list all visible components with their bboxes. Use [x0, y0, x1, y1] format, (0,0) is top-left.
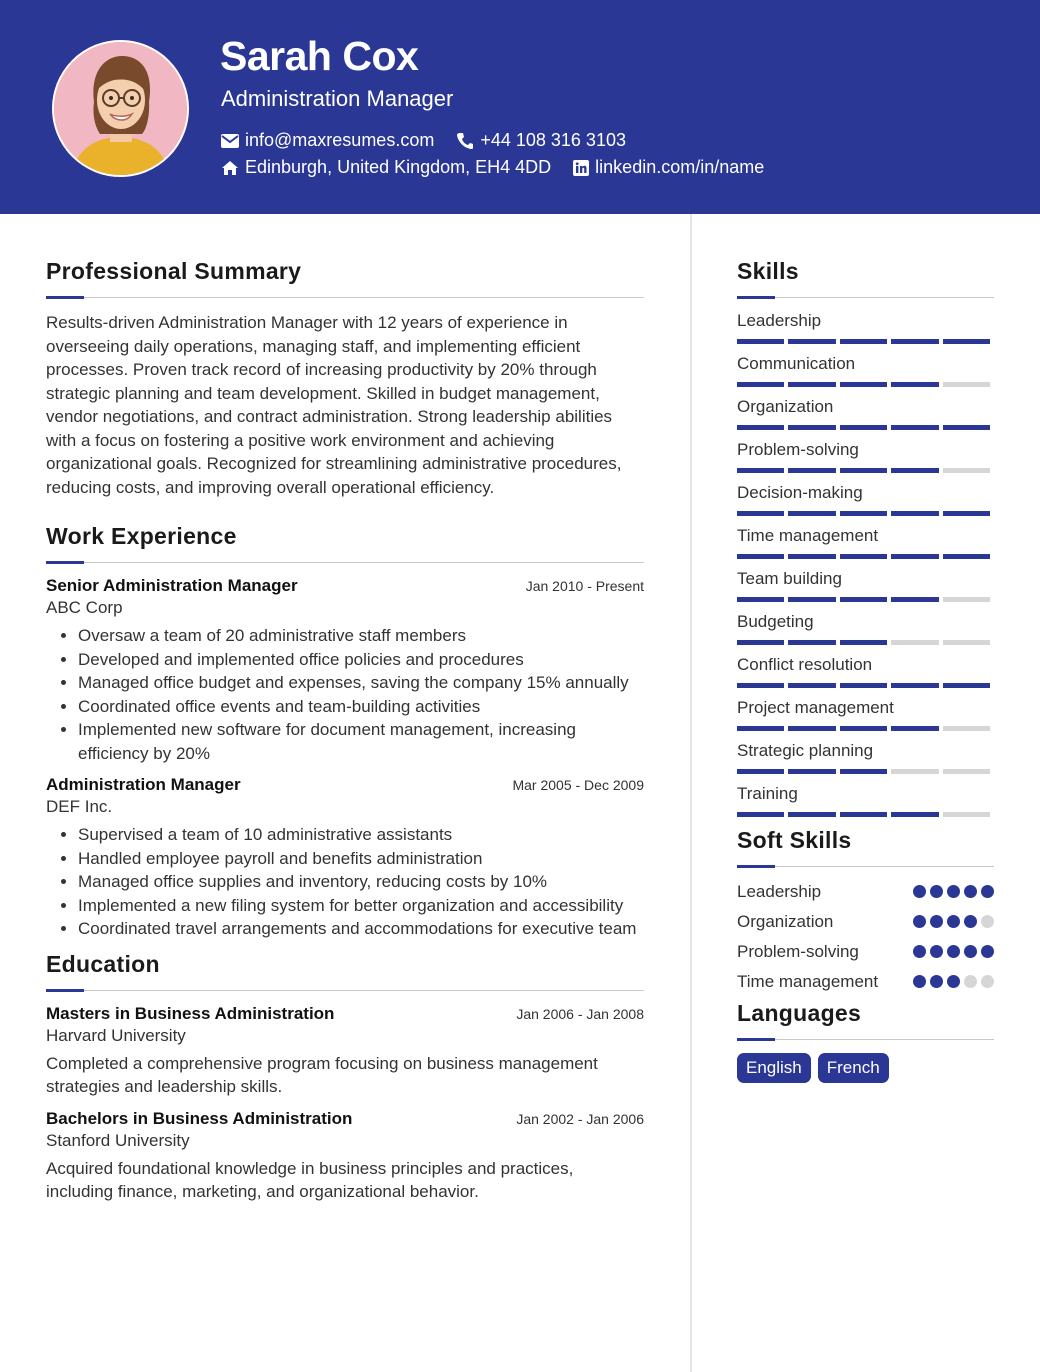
linkedin-text: linkedin.com/in/name	[595, 157, 765, 177]
skill-segment-filled	[737, 726, 784, 731]
soft-skill-item	[737, 940, 994, 964]
section-heading: Skills	[737, 258, 799, 284]
skill-segment-filled	[943, 425, 990, 430]
skill-segment-filled	[891, 683, 938, 688]
contact-row-primary	[221, 130, 648, 151]
skill-level-bar	[737, 812, 994, 817]
soft-skill-rating	[913, 915, 994, 928]
skill-label: Leadership	[737, 311, 822, 330]
professional-summary-section	[46, 258, 644, 499]
skill-segment-filled	[737, 812, 784, 817]
skill-item	[737, 526, 994, 569]
skill-segment-filled	[737, 597, 784, 602]
skill-label: Team building	[737, 569, 842, 588]
skill-segment-filled	[943, 511, 990, 516]
skill-segment-empty	[891, 640, 938, 645]
skill-segment-filled	[788, 640, 835, 645]
rating-dot-filled	[930, 885, 943, 898]
degree-title: Masters in Business Administration	[46, 1003, 335, 1023]
skill-level-bar	[737, 554, 994, 559]
email-text: info@maxresumes.com	[245, 130, 435, 150]
rating-dot-filled	[930, 915, 943, 928]
section-rule	[737, 296, 994, 299]
skill-level-bar	[737, 683, 994, 688]
rating-dot-filled	[964, 885, 977, 898]
skill-segment-filled	[840, 339, 887, 344]
skill-segment-filled	[840, 812, 887, 817]
skill-segment-filled	[840, 597, 887, 602]
soft-skills-section	[737, 827, 994, 994]
skill-segment-filled	[840, 554, 887, 559]
skill-item	[737, 311, 994, 354]
skill-label: Conflict resolution	[737, 655, 873, 674]
soft-skill-label: Time management	[737, 972, 879, 991]
rating-dot-filled	[913, 945, 926, 958]
skill-level-bar	[737, 511, 994, 516]
job-title: Administration Manager	[46, 775, 241, 794]
skill-segment-filled	[891, 425, 938, 430]
skill-item	[737, 698, 994, 741]
education-section	[46, 951, 644, 1204]
envelope-icon	[221, 134, 239, 148]
section-heading: Soft Skills	[737, 827, 852, 853]
section-rule	[737, 865, 994, 868]
soft-skill-item	[737, 880, 994, 904]
skill-item	[737, 741, 994, 784]
skill-segment-filled	[891, 468, 938, 473]
job-bullet: • Developed and implemented office policies and procedures	[78, 648, 644, 672]
skill-segment-filled	[788, 726, 835, 731]
job-bullet: • Oversaw a team of 20 administrative staff members	[78, 624, 644, 648]
column-divider	[690, 214, 692, 1372]
section-rule	[737, 1038, 994, 1041]
job-bullet: • Supervised a team of 10 administrative assistants	[78, 823, 644, 847]
education-description: Completed a comprehensive program focusing on business management strategies and leadership skills.	[46, 1053, 598, 1096]
skill-level-bar	[737, 640, 994, 645]
section-rule	[46, 561, 644, 564]
contact-location	[221, 157, 551, 178]
soft-skill-rating	[913, 945, 994, 958]
skill-segment-filled	[788, 511, 835, 516]
job-dates: Mar 2005 - Dec 2009	[512, 777, 644, 793]
job-title: Senior Administration Manager	[46, 576, 298, 595]
skill-segment-filled	[891, 382, 938, 387]
skill-item	[737, 655, 994, 698]
skill-level-bar	[737, 339, 994, 344]
skill-label: Time management	[737, 526, 879, 545]
home-icon	[221, 160, 239, 176]
skill-segment-filled	[737, 382, 784, 387]
work-experience-section	[46, 523, 644, 941]
skill-level-bar	[737, 382, 994, 387]
skill-segment-filled	[788, 468, 835, 473]
job-bullet: • Managed office supplies and inventory, reducing costs by 10%	[78, 870, 644, 894]
rating-dot-empty	[981, 975, 994, 988]
section-rule	[46, 989, 644, 992]
skill-segment-empty	[943, 382, 990, 387]
skill-segment-filled	[840, 769, 887, 774]
soft-skill-item	[737, 970, 994, 994]
rating-dot-filled	[947, 885, 960, 898]
job-bullets	[46, 624, 644, 765]
skills-section	[737, 258, 994, 827]
job-bullet: • Handled employee payroll and benefits administration	[78, 847, 644, 871]
skill-segment-filled	[737, 640, 784, 645]
skill-segment-filled	[891, 812, 938, 817]
skill-label: Communication	[737, 354, 856, 373]
skill-item	[737, 440, 994, 483]
job-bullet: • Coordinated office events and team-building activities	[78, 695, 644, 719]
job-dates: Jan 2010 - Present	[525, 578, 644, 594]
skill-segment-empty	[891, 769, 938, 774]
skill-label: Budgeting	[737, 612, 814, 631]
skill-segment-filled	[788, 554, 835, 559]
skill-segment-empty	[943, 468, 990, 473]
skill-segment-filled	[788, 425, 835, 430]
skill-segment-filled	[788, 597, 835, 602]
degree-title: Bachelors in Business Administration	[46, 1108, 353, 1128]
section-rule	[46, 296, 644, 299]
skill-segment-filled	[840, 726, 887, 731]
section-heading: Education	[46, 950, 160, 977]
rating-dot-filled	[913, 915, 926, 928]
skill-segment-empty	[943, 812, 990, 817]
phone-icon	[456, 132, 474, 150]
profile-photo-illustration	[54, 42, 187, 175]
skill-segment-filled	[788, 769, 835, 774]
soft-skill-rating	[913, 975, 994, 988]
contact-phone[interactable]	[456, 130, 626, 151]
skill-segment-filled	[737, 683, 784, 688]
skill-item	[737, 397, 994, 440]
skill-segment-filled	[788, 382, 835, 387]
rating-dot-filled	[964, 915, 977, 928]
skill-item	[737, 569, 994, 612]
skill-segment-filled	[891, 597, 938, 602]
language-badge: French	[818, 1053, 889, 1083]
skill-item	[737, 784, 994, 827]
skill-label: Problem-solving	[737, 440, 859, 459]
skill-segment-filled	[737, 425, 784, 430]
candidate-title: Administration Manager	[221, 86, 454, 111]
skill-segment-filled	[840, 468, 887, 473]
location-text: Edinburgh, United Kingdom, EH4 4DD	[245, 157, 552, 177]
main-column	[46, 258, 644, 1214]
section-heading: Languages	[737, 1000, 862, 1026]
phone-text: +44 108 316 3103	[480, 130, 626, 150]
rating-dot-filled	[981, 945, 994, 958]
linkedin-icon	[573, 160, 589, 176]
rating-dot-filled	[930, 975, 943, 988]
skill-segment-filled	[737, 769, 784, 774]
education-description: Acquired foundational knowledge in business principles and practices, including finance, marketing, and organizational behavior.	[46, 1158, 574, 1201]
skill-segment-filled	[840, 683, 887, 688]
job-bullet: • Implemented new software for document management, increasing efficiency by 20%	[78, 718, 644, 765]
job-company: ABC Corp	[46, 598, 123, 617]
skill-item	[737, 483, 994, 526]
summary-text: Results-driven Administration Manager with 12 years of experience in overseeing daily operations, managing staff, and implementing efficient processes. Proven track record of increasing productivity by 20% through strategic planning and team development. Skilled in budget management, vendor negotiations, and contract administration. Strong leadership abilities with a focus on fostering a positive work environment and achieving organizational goals. Recognized for streamlining administrative procedures, reducing costs, and improving overall operational efficiency.	[46, 313, 622, 497]
avatar	[52, 40, 189, 177]
skill-segment-filled	[840, 425, 887, 430]
skill-segment-filled	[891, 339, 938, 344]
section-heading: Professional Summary	[46, 258, 302, 284]
skill-label: Project management	[737, 698, 894, 717]
contact-linkedin[interactable]	[573, 157, 764, 178]
skill-segment-filled	[840, 640, 887, 645]
skill-segment-empty	[943, 769, 990, 774]
rating-dot-empty	[964, 975, 977, 988]
skill-segment-empty	[943, 640, 990, 645]
job-bullet: • Coordinated travel arrangements and accommodations for executive team	[78, 917, 644, 941]
skill-level-bar	[737, 726, 994, 731]
skill-segment-filled	[943, 554, 990, 559]
skill-level-bar	[737, 769, 994, 774]
resume-header	[0, 0, 1040, 214]
school-name: Stanford University	[46, 1130, 190, 1150]
skill-segment-empty	[943, 597, 990, 602]
languages-list	[737, 1053, 994, 1083]
skill-item	[737, 354, 994, 397]
soft-skill-label: Organization	[737, 912, 834, 931]
skill-label: Decision-making	[737, 483, 863, 502]
skill-segment-filled	[891, 554, 938, 559]
skill-segment-filled	[891, 726, 938, 731]
contact-email[interactable]	[221, 130, 434, 151]
school-name: Harvard University	[46, 1025, 186, 1045]
skill-segment-filled	[788, 339, 835, 344]
job-bullet: • Managed office budget and expenses, saving the company 15% annually	[78, 671, 644, 695]
rating-dot-empty	[981, 915, 994, 928]
skill-segment-filled	[840, 511, 887, 516]
soft-skill-rating	[913, 885, 994, 898]
education-dates: Jan 2006 - Jan 2008	[516, 1005, 644, 1022]
skill-level-bar	[737, 468, 994, 473]
rating-dot-filled	[947, 945, 960, 958]
rating-dot-filled	[913, 975, 926, 988]
contact-row-secondary	[221, 157, 786, 178]
skill-level-bar	[737, 597, 994, 602]
sidebar-column	[737, 258, 994, 1083]
skill-label: Organization	[737, 397, 834, 416]
job-company: DEF Inc.	[46, 797, 113, 816]
skill-segment-filled	[737, 554, 784, 559]
skills-list	[737, 311, 994, 827]
soft-skill-label: Leadership	[737, 882, 822, 901]
skill-segment-filled	[737, 339, 784, 344]
skill-item	[737, 612, 994, 655]
candidate-name: Sarah Cox	[220, 33, 419, 79]
skill-segment-filled	[943, 339, 990, 344]
job-bullet: • Implemented a new filing system for better organization and accessibility	[78, 894, 644, 918]
skill-segment-filled	[891, 511, 938, 516]
skill-segment-empty	[943, 726, 990, 731]
skill-segment-filled	[943, 683, 990, 688]
skill-label: Strategic planning	[737, 741, 874, 760]
skill-segment-filled	[840, 382, 887, 387]
rating-dot-filled	[930, 945, 943, 958]
job-entry	[46, 576, 644, 765]
education-entry	[46, 1109, 644, 1204]
education-dates: Jan 2002 - Jan 2006	[516, 1110, 644, 1127]
soft-skills-list	[737, 880, 994, 994]
rating-dot-filled	[981, 885, 994, 898]
rating-dot-filled	[913, 885, 926, 898]
skill-level-bar	[737, 425, 994, 430]
skill-segment-filled	[788, 683, 835, 688]
soft-skill-label: Problem-solving	[737, 942, 859, 961]
education-entry	[46, 1004, 644, 1099]
section-heading: Work Experience	[46, 523, 237, 549]
soft-skill-item	[737, 910, 994, 934]
job-entry	[46, 775, 644, 941]
languages-section	[737, 1000, 994, 1083]
skill-segment-filled	[788, 812, 835, 817]
job-bullets	[46, 823, 644, 941]
rating-dot-filled	[964, 945, 977, 958]
language-badge: English	[737, 1053, 811, 1083]
rating-dot-filled	[947, 975, 960, 988]
skill-segment-filled	[737, 511, 784, 516]
skill-segment-filled	[737, 468, 784, 473]
rating-dot-filled	[947, 915, 960, 928]
skill-label: Training	[737, 784, 798, 803]
